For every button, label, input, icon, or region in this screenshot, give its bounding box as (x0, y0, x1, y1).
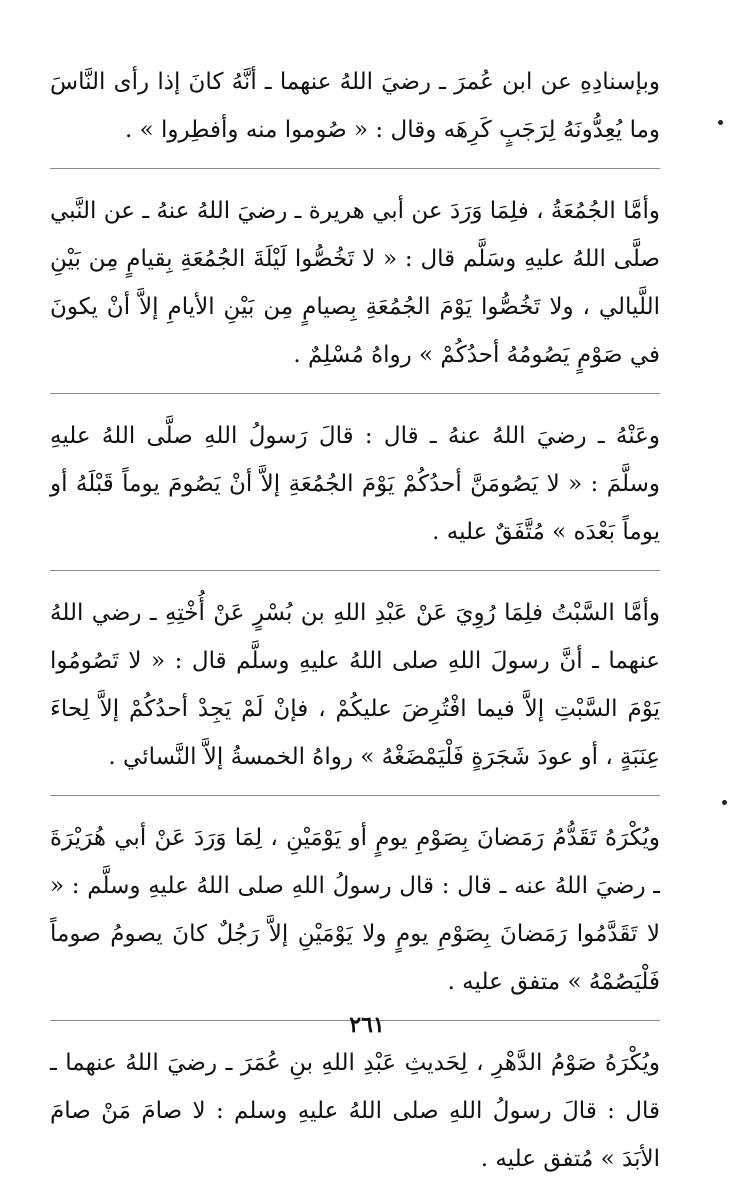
paragraph-rajab: وبإسنادِهِ عن ابن عُمرَ ـ رضيَ اللهُ عنهما ـ أنَّهُ كانَ إذا رأى النَّاسَ وما يُعِدُّونَهُ لِرَجَبٍ كَرِهَه وقال : « صُوموا منه وأفطِروا » . (50, 69, 660, 143)
paragraph-ramadan: ويُكْرَهُ تَقَدُّمُ رَمَضانَ بِصَوْمِ يومٍ أو يَوْمَيْنِ ، لِمَا وَرَدَ عَنْ أبي هُرَيْرَةَ ـ رضيَ اللهُ عنه ـ قال : قال رسولُ اللهِ صلى اللهُ عليهِ وسلَّم : « لا تَقَدَّمُوا رَمَضانَ بِصَوْمِ يومٍ ولا يَوْمَيْنِ إلاَّ رَجُلٌ كانَ يصومُ صوماً فَلْيَصُمْهُ » متفق عليه . (50, 825, 660, 995)
section-divider (50, 570, 660, 571)
paragraph-friday: وأمَّا الجُمُعَةُ ، فلِمَا وَرَدَ عن أبي هريرة ـ رضيَ اللهُ عنهُ ـ عن النَّبي صلَّى اللهُ عليهِ وسَلَّم قال : « لا تَخُصُّوا لَيْلَةَ الجُمُعَةِ بِقيامٍ مِن بَيْنِ اللَّيالي ، ولا تَخُصُّوا يَوْمَ الجُمُعَةِ بِصيامٍ مِن بَيْنِ الأيامِ إلاَّ أنْ يكونَ في صَوْمٍ يَصُومُهُ أحدُكُمْ » رواهُ مُسْلِمٌ . (50, 198, 660, 368)
page-number: ٢٦١ (349, 1012, 385, 1038)
paragraph-perpetual-fast: ويُكْرَهُ صَوْمُ الدَّهْرِ ، لِحَديثِ عَبْدِ اللهِ بنِ عُمَرَ ـ رضيَ اللهُ عنهما ـ قال : قالَ رسولُ اللهِ صلى اللهُ عليهِ وسلم : لا صامَ مَنْ صامَ الأبَدَ » مُتفق عليه . (50, 1050, 660, 1172)
section-divider (50, 168, 660, 169)
paragraph-saturday: وأمَّا السَّبْتُ فلِمَا رُوِيَ عَنْ عَبْدِ اللهِ بن بُسْرٍ عَنْ أُخْتِهِ ـ رضي اللهُ عنهما ـ أنَّ رسولَ اللهِ صلى اللهُ عليهِ وسلَّم قال : « لا تَصُومُوا يَوْمَ السَّبْتِ إلاَّ فيما افْتُرِضَ عليكُمْ ، فإنْ لَمْ يَجِدْ أحدُكُمْ إلاَّ لِحاءَ عِنَبَةٍ ، أو عودَ شَجَرَةٍ فَلْيَمْضَغْهُ » رواهُ الخمسةُ إلاَّ النَّسائي . (50, 600, 660, 770)
section-divider (50, 795, 660, 796)
section-divider (50, 393, 660, 394)
paragraph-friday-hadith: وعَنْهُ ـ رضيَ اللهُ عنهُ ـ قال : قالَ رَسولُ اللهِ صلَّى اللهُ عليهِ وسلَّمَ : « لا يَصُومَنَّ أحدُكُمْ يَوْمَ الجُمُعَةِ إلاَّ أنْ يَصُومَ يوماً قَبْلَهُ أو يوماً بَعْدَه » مُتَّفَقٌ عليه . (50, 423, 660, 545)
scan-speck (722, 800, 727, 805)
scan-speck (718, 120, 723, 125)
